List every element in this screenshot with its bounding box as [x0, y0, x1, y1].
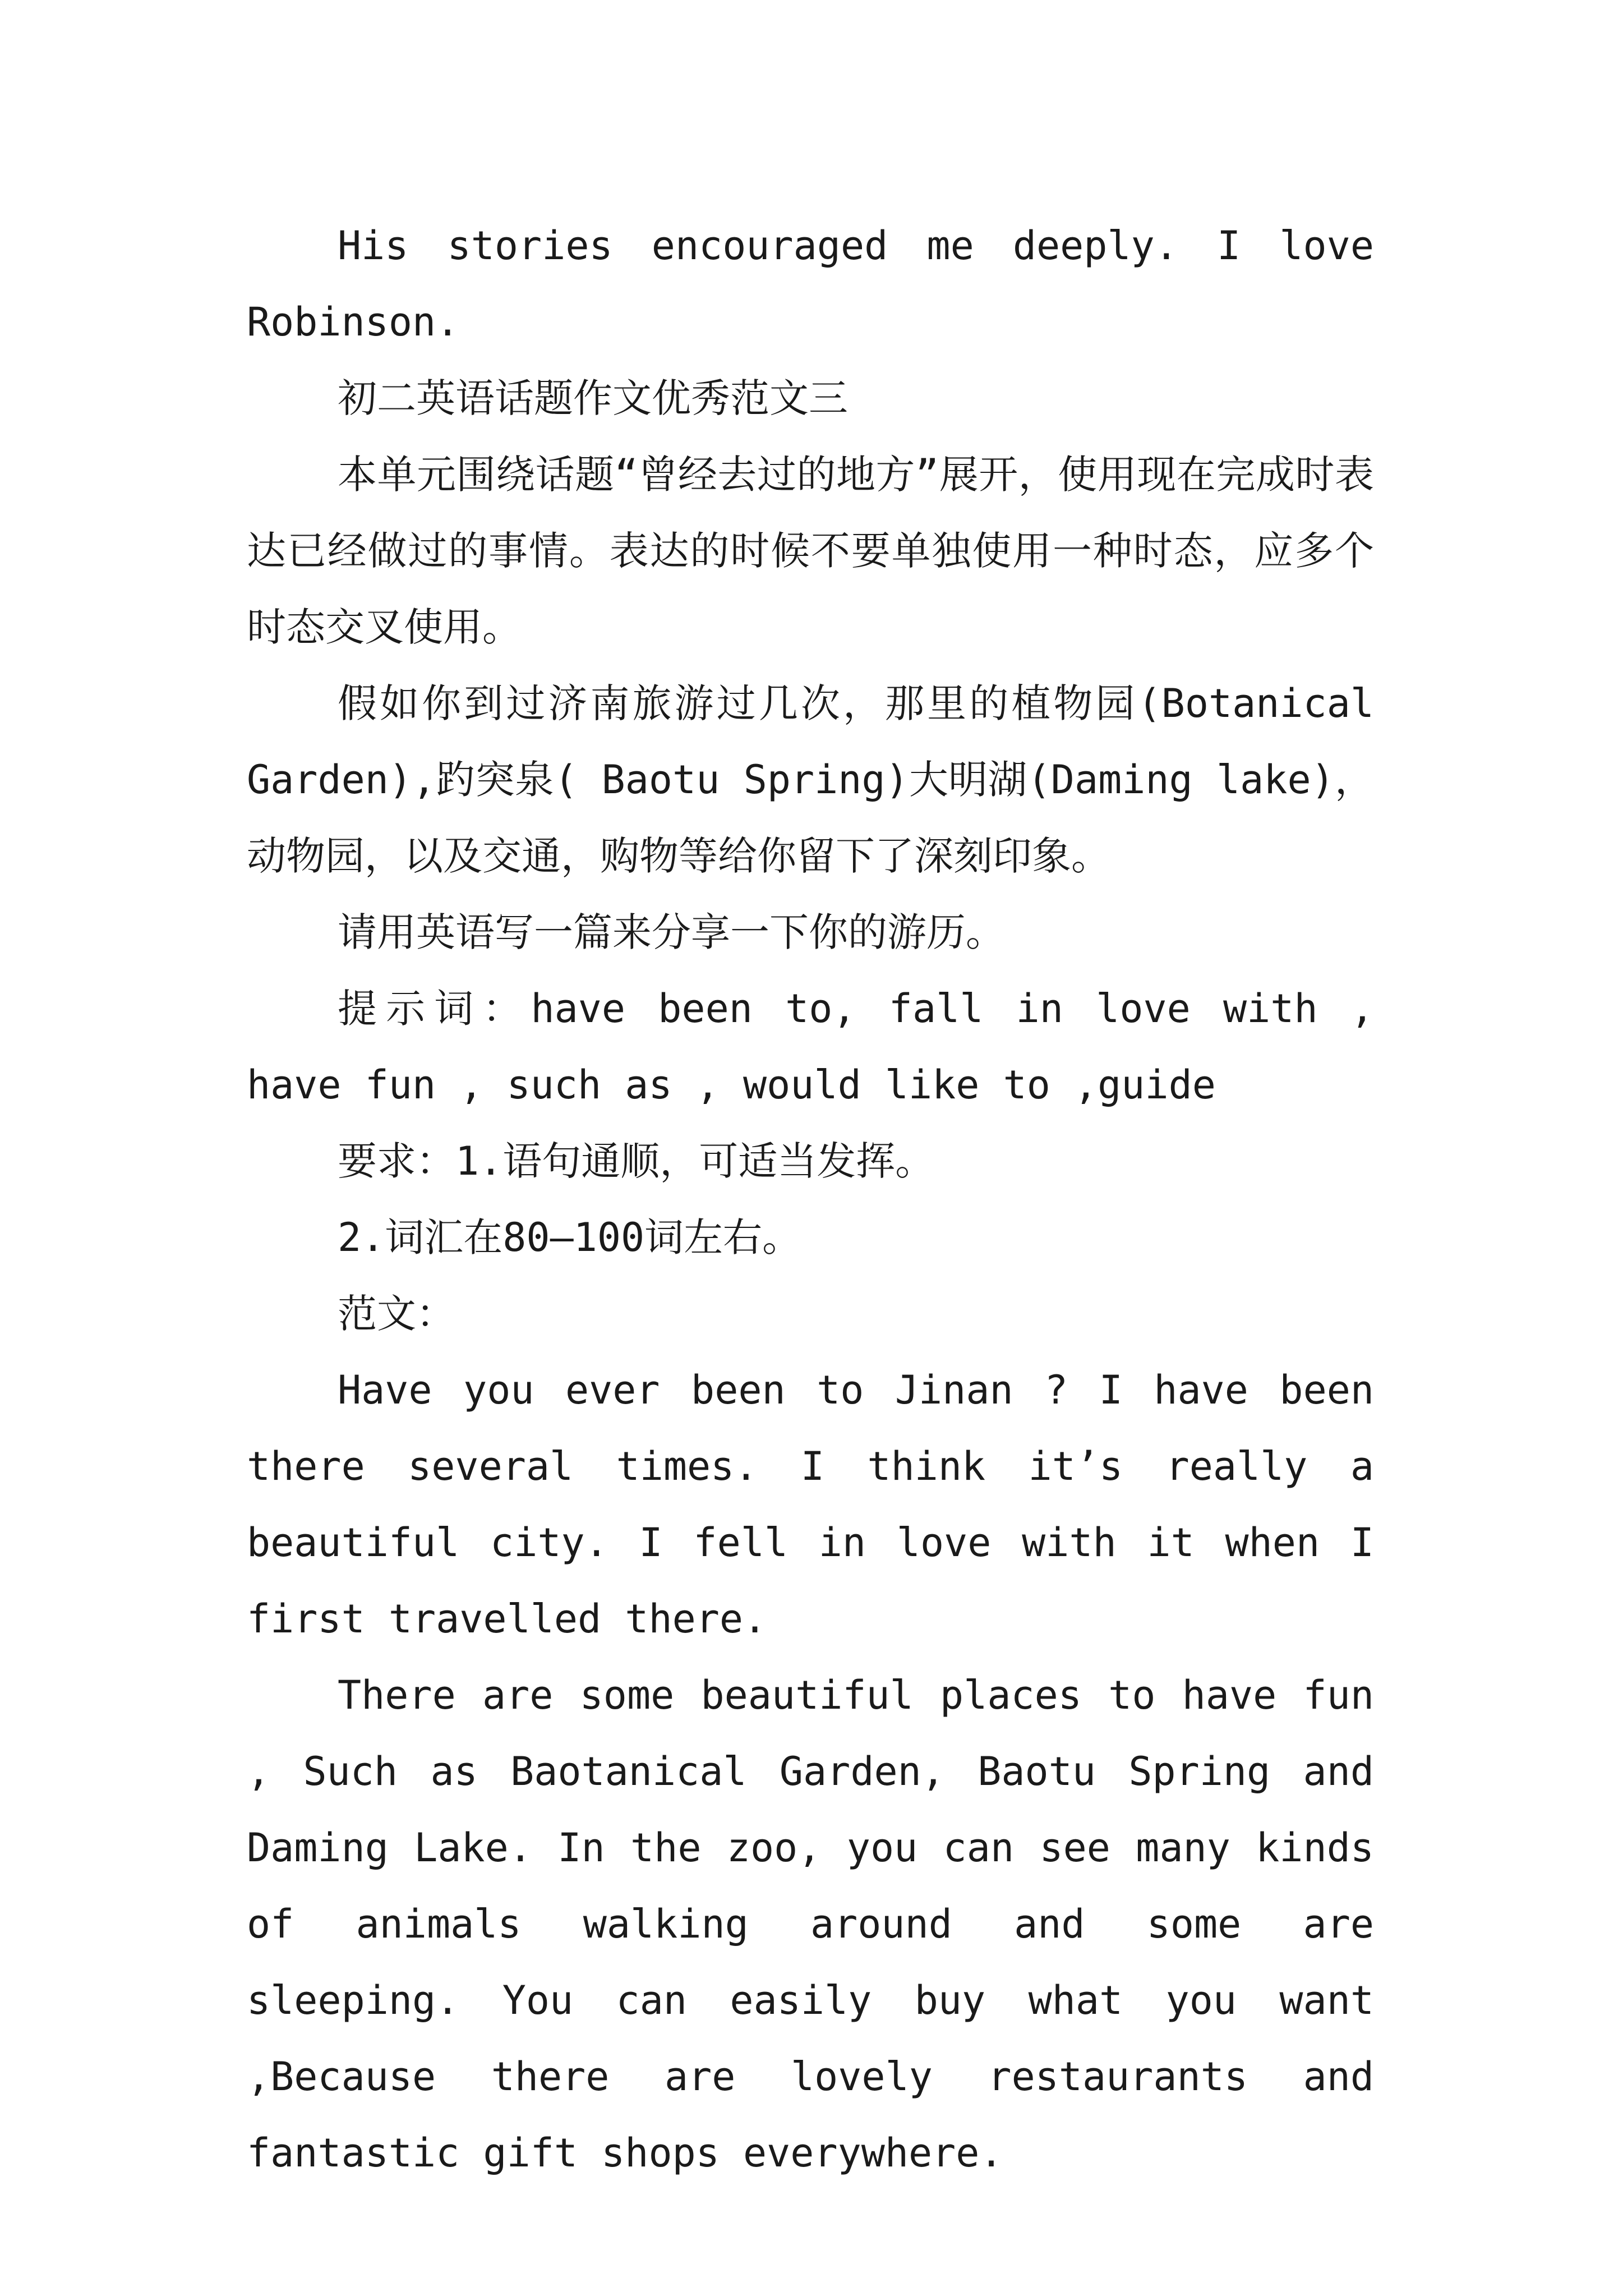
paragraph-hint-words: 提示词：have been to, fall in love with , have fun , such as , would like to ,guide: [247, 986, 1374, 1108]
paragraph-requirement-1: 要求：1.语句通顺，可适当发挥。: [338, 1138, 935, 1184]
section-title: 初二英语话题作文优秀范文三: [338, 375, 848, 421]
paragraph-sample-label: 范文：: [338, 1291, 455, 1337]
paragraph-sample-1: Have you ever been to Jinan ? I have been there several times. I think it’s really a beautiful city. I fell in love with it when I first travelled there.: [247, 1367, 1374, 1642]
document-body: [247, 208, 1374, 2191]
paragraph-sample-2: There are some beautiful places to have fun , Such as Baotanical Garden, Baotu Spring and Daming Lake. In the zoo, you can see many kinds of animals walking around and some are sleeping. You can easily buy what you want ,Because there are lovely restaurants and fantastic gift shops everywhere.: [247, 1672, 1374, 2176]
paragraph-requirement-2: 2.词汇在80—100词左右。: [338, 1214, 802, 1260]
paragraph-intro: 本单元围绕话题“曾经去过的地方”展开，使用现在完成时表达已经做过的事情。表达的时候不要单独使用一种时态，应多个时态交叉使用。: [247, 452, 1374, 650]
paragraph-robinson: His stories encouraged me deeply. I love Robinson.: [247, 223, 1374, 345]
paragraph-scenario: 假如你到过济南旅游过几次，那里的植物园(Botanical Garden),趵突泉( Baotu Spring)大明湖(Daming lake)，动物园，以及交通，购物等给你留下了深刻印象。: [247, 680, 1374, 879]
paragraph-task: 请用英语写一篇来分享一下你的游历。: [338, 909, 1005, 955]
